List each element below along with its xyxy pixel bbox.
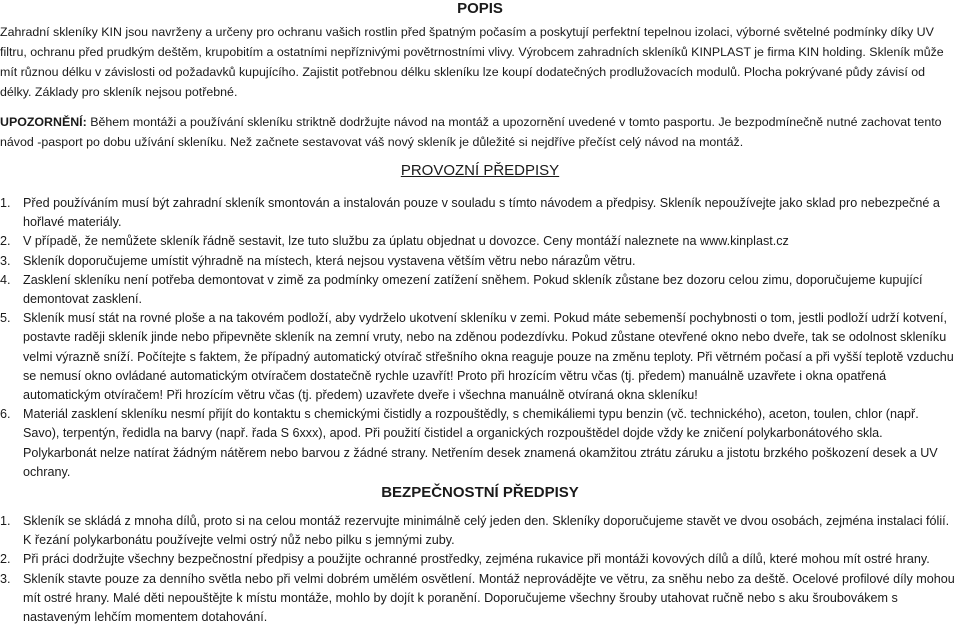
list-item	[0, 512, 955, 550]
list-item	[0, 271, 955, 309]
safety-rules-list	[0, 512, 955, 627]
item-text: Skleník se skládá z mnoha dílů, proto si na celou montáž rezervujte minimálně celý jeden den. Skleníky doporučujeme stavět ve dvou osobách, zejména instalaci fólií. K řezání polykarbonátu používejte velmi ostrý nůž nebo pilku s jemnými zuby.	[23, 514, 950, 548]
item-text: Při práci dodržujte všechny bezpečnostní předpisy a použijte ochranné prostředky, zejména rukavice při montáži kovových dílů a dílů, které mohou mít ostré hrany.	[23, 552, 930, 567]
list-item	[0, 252, 955, 271]
item-number: 2.	[0, 552, 11, 567]
section-heading-safety-rules: BEZPEČNOSTNÍ PŘEDPISY	[381, 484, 579, 501]
item-number: 3.	[0, 253, 11, 268]
item-number: 2.	[0, 234, 11, 249]
item-number: 4.	[0, 272, 11, 287]
item-number: 6.	[0, 407, 11, 422]
item-number: 5.	[0, 311, 11, 326]
list-item	[0, 570, 955, 627]
item-number: 1.	[0, 196, 11, 210]
list-item	[0, 194, 955, 232]
page-title: POPIS	[457, 0, 503, 17]
section-heading-operating-rules: PROVOZNÍ PŘEDPISY	[400, 162, 560, 179]
intro-paragraph: Zahradní skleníky KIN jsou navrženy a určeny pro ochranu vašich rostlin před špatným počasím a poskytují perfektní tepelnou izolaci, výborné světelné podmínky díky UV filtru, ochranu před prudkým deštěm, krupobitím a ostatními nepříznivými povětrnostními vlivy. Výrobcem zahradních skleníků KINPLAST je firma KIN holding. Skleník může mít různou délku v závislosti od požadavků kupujícího. Zajistit potřebnou délku skleníku lze koupí dodatečných prodlužovacích modulů. Plocha pokrývané půdy závisí od délky. Základy pro skleník nejsou potřebné.	[0, 25, 944, 99]
warning-paragraph	[0, 112, 955, 152]
list-item	[0, 550, 955, 569]
list-item	[0, 309, 955, 405]
operating-rules-list	[0, 194, 955, 482]
list-item	[0, 405, 955, 482]
item-text: Skleník doporučujeme umístit výhradně na místech, která nejsou vystavena větším větru nebo nárazům větru.	[23, 253, 636, 268]
item-text: Materiál zasklení skleníku nesmí přijít do kontaktu s chemickými čistidly a rozpouštědly, s chemikáliemi typu benzin (vč. technického), aceton, toulen, chlor (např. Savo), terpentýn, ředidla na barvy (např. řada S 6xxx), apod. Při použití čistidel a organických rozpouštědel dojde vždy ke zničení polykarbonátového skla. Polykarbonát nelze natírat žádným nátěrem nebo barvou z žádné strany. Netřením desek znamená okamžitou ztrátu záruku a jistotu brzkého poškození desek a UV ochrany.	[23, 407, 938, 479]
item-text: Před používáním musí být zahradní skleník smontován a instalován pouze v souladu s tímto návodem a předpisy. Skleník nepoužívejte jako sklad pro nebezpečné a hořlavé materiály.	[23, 196, 940, 230]
list-item	[0, 232, 955, 251]
item-text: Skleník musí stát na rovné ploše a na takovém podloží, aby vydrželo ukotvení skleníku v zemi. Pokud máte sebemenší pochybnosti o tom, jestli podloží udrží kotvení, postavte raději skleník jinde nebo připevněte skleník na zemní vruty, nebo na zděnou podezdívku. Pokud zůstane otevřené okno nebo dveře, tak se odolnost skleníku velmi výrazně sníží. Počítejte s faktem, že případný automatický otvírač střešního okna reaguje pouze na změnu teploty. Při větrném počasí a při vyšší teplotě vzduchu se nemusí okno ovládané automatickým otvíračem dostatečně rychle uzavřít! Proto při hrozícím větru včas (tj. předem) manuálně uzavřete i okna opatřená automatickým otvíračem! Při hrozícím větru včas (tj. předem) uzavřete dveře i všechna manuálně otvíraná okna skleníku!	[23, 311, 954, 403]
item-text: Zasklení skleníku není potřeba demontovat v zimě za podmínky omezení zatížení sněhem. Pokud skleník zůstane bez dozoru celou zimu, doporučujeme kupující demontovat zasklení.	[23, 272, 923, 307]
warning-label: UPOZORNĚNÍ:	[0, 115, 87, 129]
item-number: 1.	[0, 514, 11, 528]
item-text: V případě, že nemůžete skleník řádně sestavit, lze tuto službu za úplatu objednat u dovozce. Ceny montáží naleznete na www.kinplast.cz	[23, 234, 789, 249]
warning-text: Během montáži a používání skleníku striktně dodržujte návod na montáž a upozornění uvedené v tomto pasportu. Je bezpodmínečně nutné zachovat tento návod -pasport po dobu užívání skleníku. Než začnete sestavovat váš nový skleník je důležité si nejdříve přečíst celý návod na montáž.	[0, 115, 942, 149]
item-number: 3.	[0, 571, 11, 586]
item-text: Skleník stavte pouze za denního světla nebo při velmi dobrém umělém osvětlení. Montáž neprovádějte ve větru, za sněhu nebo za deště. Ocelové profilové díly mohou mít ostré hrany. Malé děti nepouštějte k místu montáže, mohlo by dojít k poranění. Doporučujeme všechny šrouby utahovat ručně nebo s aku šroubovákem s nastaveným lehčím momentem dotahování.	[23, 571, 955, 625]
